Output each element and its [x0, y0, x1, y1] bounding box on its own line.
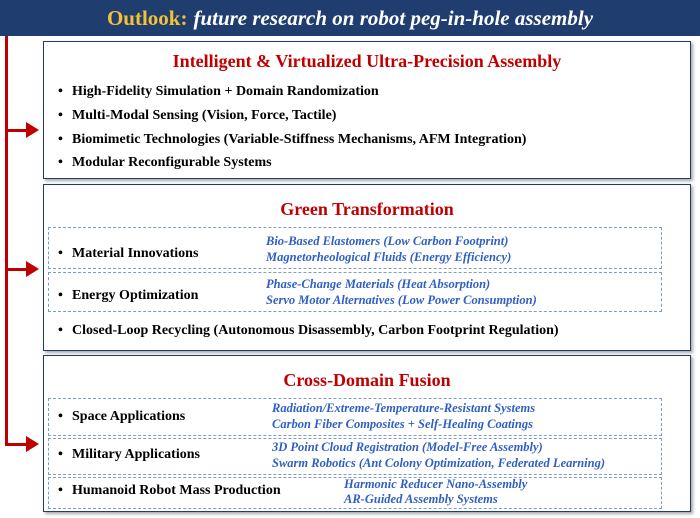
- sub-item: Servo Motor Alternatives (Low Power Consumption): [266, 293, 537, 307]
- arrow-to-section-3-icon: [5, 443, 27, 446]
- sub-item: AR-Guided Assembly Systems: [344, 492, 498, 506]
- header-banner: [0, 0, 700, 36]
- bullet-item: • Space Applications: [58, 409, 186, 424]
- bullet-item: • Multi-Modal Sensing (Vision, Force, Tactile): [58, 108, 337, 123]
- arrow-to-section-1-icon: [5, 129, 27, 132]
- bullet-item: • High-Fidelity Simulation + Domain Randomization: [58, 84, 379, 99]
- section-intelligent-assembly: [43, 41, 691, 179]
- bullet-item: • Modular Reconfigurable Systems: [58, 155, 272, 170]
- sub-item: Carbon Fiber Composites + Self-Healing Coatings: [272, 417, 533, 431]
- bullet-item: • Biomimetic Technologies (Variable-Stiffness Mechanisms, AFM Integration): [58, 132, 527, 147]
- sub-item: Bio-Based Elastomers (Low Carbon Footprint): [266, 234, 509, 248]
- header-title: future research on robot peg-in-hole assembly: [193, 5, 594, 30]
- sub-item: Phase-Change Materials (Heat Absorption): [266, 277, 491, 291]
- red-spine-line: [5, 36, 8, 445]
- bullet-item: • Energy Optimization: [58, 288, 199, 303]
- sub-item: Magnetorheological Fluids (Energy Efficiency): [266, 250, 512, 264]
- header-prefix: Outlook:: [106, 5, 188, 30]
- section-title: Intelligent & Virtualized Ultra-Precision Assembly: [172, 51, 562, 71]
- sub-item: Swarm Robotics (Ant Colony Optimization, Federated Learning): [272, 456, 606, 470]
- section-cross-domain-fusion: [43, 355, 691, 512]
- bullet-item: • Humanoid Robot Mass Production: [58, 483, 281, 498]
- section-green-transformation: [43, 184, 691, 351]
- bullet-item: • Military Applications: [58, 447, 200, 462]
- section-title: Green Transformation: [280, 199, 454, 219]
- section-title: Cross-Domain Fusion: [283, 370, 451, 390]
- sub-item: 3D Point Cloud Registration (Model-Free Assembly): [272, 440, 543, 454]
- sub-item: Harmonic Reducer Nano-Assembly: [344, 477, 528, 491]
- bullet-item: • Closed-Loop Recycling (Autonomous Disassembly, Carbon Footprint Regulation): [58, 323, 559, 338]
- sub-item: Radiation/Extreme-Temperature-Resistant Systems: [272, 401, 536, 415]
- bullet-item: • Material Innovations: [58, 246, 199, 261]
- arrow-to-section-2-icon: [5, 268, 27, 271]
